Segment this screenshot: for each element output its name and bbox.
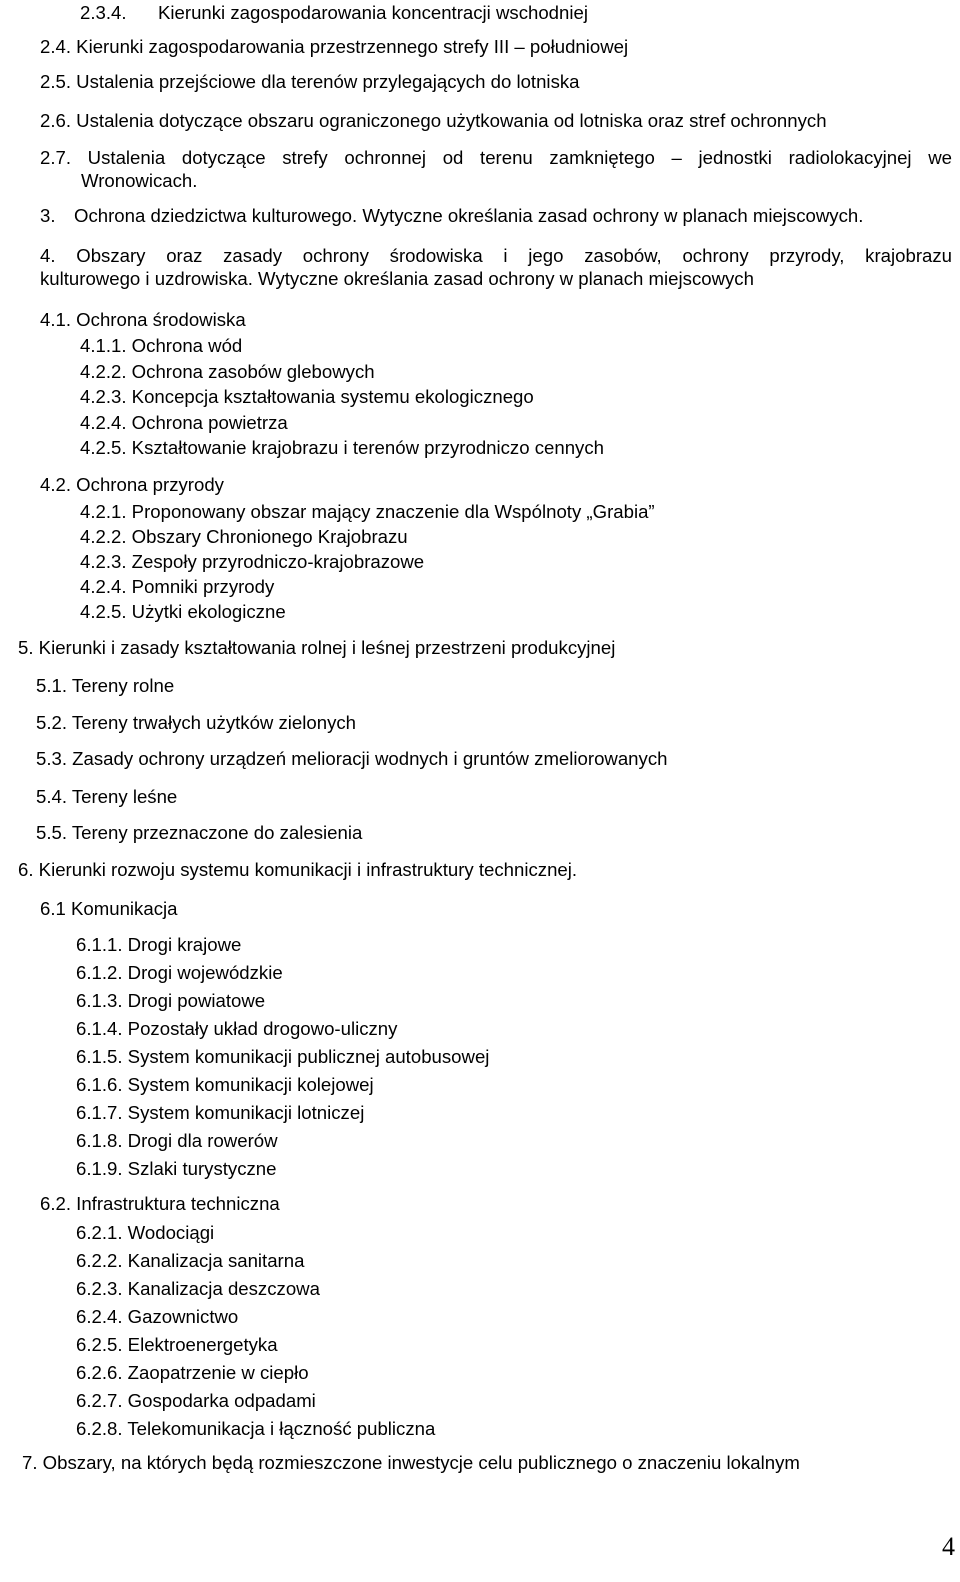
toc-entry-2-4: 2.4. Kierunki zagospodarowania przestrzennego strefy III – południowej: [40, 36, 629, 57]
toc-entry-6-1-5: 6.1.5. System komunikacji publicznej autobusowej: [76, 1046, 490, 1067]
toc-entry-6-1: 6.1 Komunikacja: [40, 898, 178, 919]
toc-entry-5-3: 5.3. Zasady ochrony urządzeń melioracji wodnych i gruntów zmeliorowanych: [36, 748, 668, 769]
toc-entry-5: 5. Kierunki i zasady kształtowania rolnej i leśnej przestrzeni produkcyjnej: [18, 637, 616, 658]
toc-entry-4-2-3a: 4.2.3. Koncepcja kształtowania systemu ekologicznego: [80, 386, 534, 407]
toc-entry-6-1-7: 6.1.7. System komunikacji lotniczej: [76, 1102, 365, 1123]
toc-entry-6-2-7: 6.2.7. Gospodarka odpadami: [76, 1390, 316, 1411]
toc-entry-6: 6. Kierunki rozwoju systemu komunikacji i infrastruktury technicznej.: [18, 859, 578, 880]
toc-title: Ochrona dziedzictwa kulturowego. Wytyczne określania zasad ochrony w planach miejscowych.: [74, 205, 864, 226]
toc-entry-6-1-3: 6.1.3. Drogi powiatowe: [76, 990, 266, 1011]
toc-entry-4-2-4a: 4.2.4. Ochrona powietrza: [80, 412, 288, 433]
toc-entry-4-1-1: 4.1.1. Ochrona wód: [80, 335, 243, 356]
page-number: 4: [942, 1532, 955, 1561]
toc-entry-6-1-4: 6.1.4. Pozostały układ drogowo-uliczny: [76, 1018, 398, 1039]
toc-entry-3: [40, 205, 863, 227]
toc-entry-4-2-2a: 4.2.2. Ochrona zasobów glebowych: [80, 361, 375, 382]
toc-entry-2-7: 2.7. Ustalenia dotyczące strefy ochronnej od terenu zamkniętego – jednostki radiolokacyjnej we: [40, 147, 952, 168]
toc-entry-4-2-1: 4.2.1. Proponowany obszar mający znaczenie dla Wspólnoty „Grabia”: [80, 501, 655, 522]
toc-entry-6-2-1: 6.2.1. Wodociągi: [76, 1222, 215, 1243]
toc-entry-5-1: 5.1. Tereny rolne: [36, 675, 175, 696]
toc-entry-4-2-3b: 4.2.3. Zespoły przyrodniczo-krajobrazowe: [80, 551, 425, 572]
toc-entry-4: 4. Obszary oraz zasady ochrony środowiska i jego zasobów, ochrony przyrody, krajobrazu: [40, 245, 952, 266]
toc-entry-6-2-6: 6.2.6. Zaopatrzenie w ciepło: [76, 1362, 309, 1383]
toc-number: 3.: [40, 205, 56, 226]
toc-entry-4-2: 4.2. Ochrona przyrody: [40, 474, 224, 495]
toc-entry-7: 7. Obszary, na których będą rozmieszczone inwestycje celu publicznego o znaczeniu lokalnym: [22, 1452, 800, 1473]
toc-entry-2-6: 2.6. Ustalenia dotyczące obszaru ograniczonego użytkowania od lotniska oraz stref ochronnych: [40, 110, 827, 131]
toc-entry-2-7-cont: Wronowicach.: [81, 170, 198, 191]
toc-entry-4-2-4b: 4.2.4. Pomniki przyrody: [80, 576, 275, 597]
toc-entry-5-2: 5.2. Tereny trwałych użytków zielonych: [36, 712, 357, 733]
toc-entry-6-1-1: 6.1.1. Drogi krajowe: [76, 934, 242, 955]
toc-entry-4-2-2b: 4.2.2. Obszary Chronionego Krajobrazu: [80, 526, 408, 547]
toc-entry-2-3-4: [80, 2, 588, 24]
toc-entry-2-5: 2.5. Ustalenia przejściowe dla terenów przylegających do lotniska: [40, 71, 580, 92]
toc-entry-6-2-8: 6.2.8. Telekomunikacja i łączność publiczna: [76, 1418, 436, 1439]
toc-entry-6-1-9: 6.1.9. Szlaki turystyczne: [76, 1158, 277, 1179]
toc-entry-6-1-6: 6.1.6. System komunikacji kolejowej: [76, 1074, 374, 1095]
toc-entry-6-2-3: 6.2.3. Kanalizacja deszczowa: [76, 1278, 320, 1299]
toc-entry-4-1: 4.1. Ochrona środowiska: [40, 309, 246, 330]
toc-entry-5-5: 5.5. Tereny przeznaczone do zalesienia: [36, 822, 363, 843]
toc-entry-4-2-5a: 4.2.5. Kształtowanie krajobrazu i terenów przyrodniczo cennych: [80, 437, 604, 458]
toc-entry-6-1-8: 6.1.8. Drogi dla rowerów: [76, 1130, 278, 1151]
toc-title: Kierunki zagospodarowania koncentracji wschodniej: [158, 2, 588, 23]
toc-entry-6-2-5: 6.2.5. Elektroenergetyka: [76, 1334, 278, 1355]
toc-entry-6-1-2: 6.1.2. Drogi wojewódzkie: [76, 962, 283, 983]
toc-entry-5-4: 5.4. Tereny leśne: [36, 786, 178, 807]
toc-entry-6-2-2: 6.2.2. Kanalizacja sanitarna: [76, 1250, 305, 1271]
toc-entry-4-cont: kulturowego i uzdrowiska. Wytyczne określania zasad ochrony w planach miejscowych: [40, 268, 754, 289]
toc-number: 2.3.4.: [80, 2, 127, 23]
toc-entry-6-2: 6.2. Infrastruktura techniczna: [40, 1193, 280, 1214]
toc-entry-6-2-4: 6.2.4. Gazownictwo: [76, 1306, 239, 1327]
toc-entry-4-2-5b: 4.2.5. Użytki ekologiczne: [80, 601, 286, 622]
